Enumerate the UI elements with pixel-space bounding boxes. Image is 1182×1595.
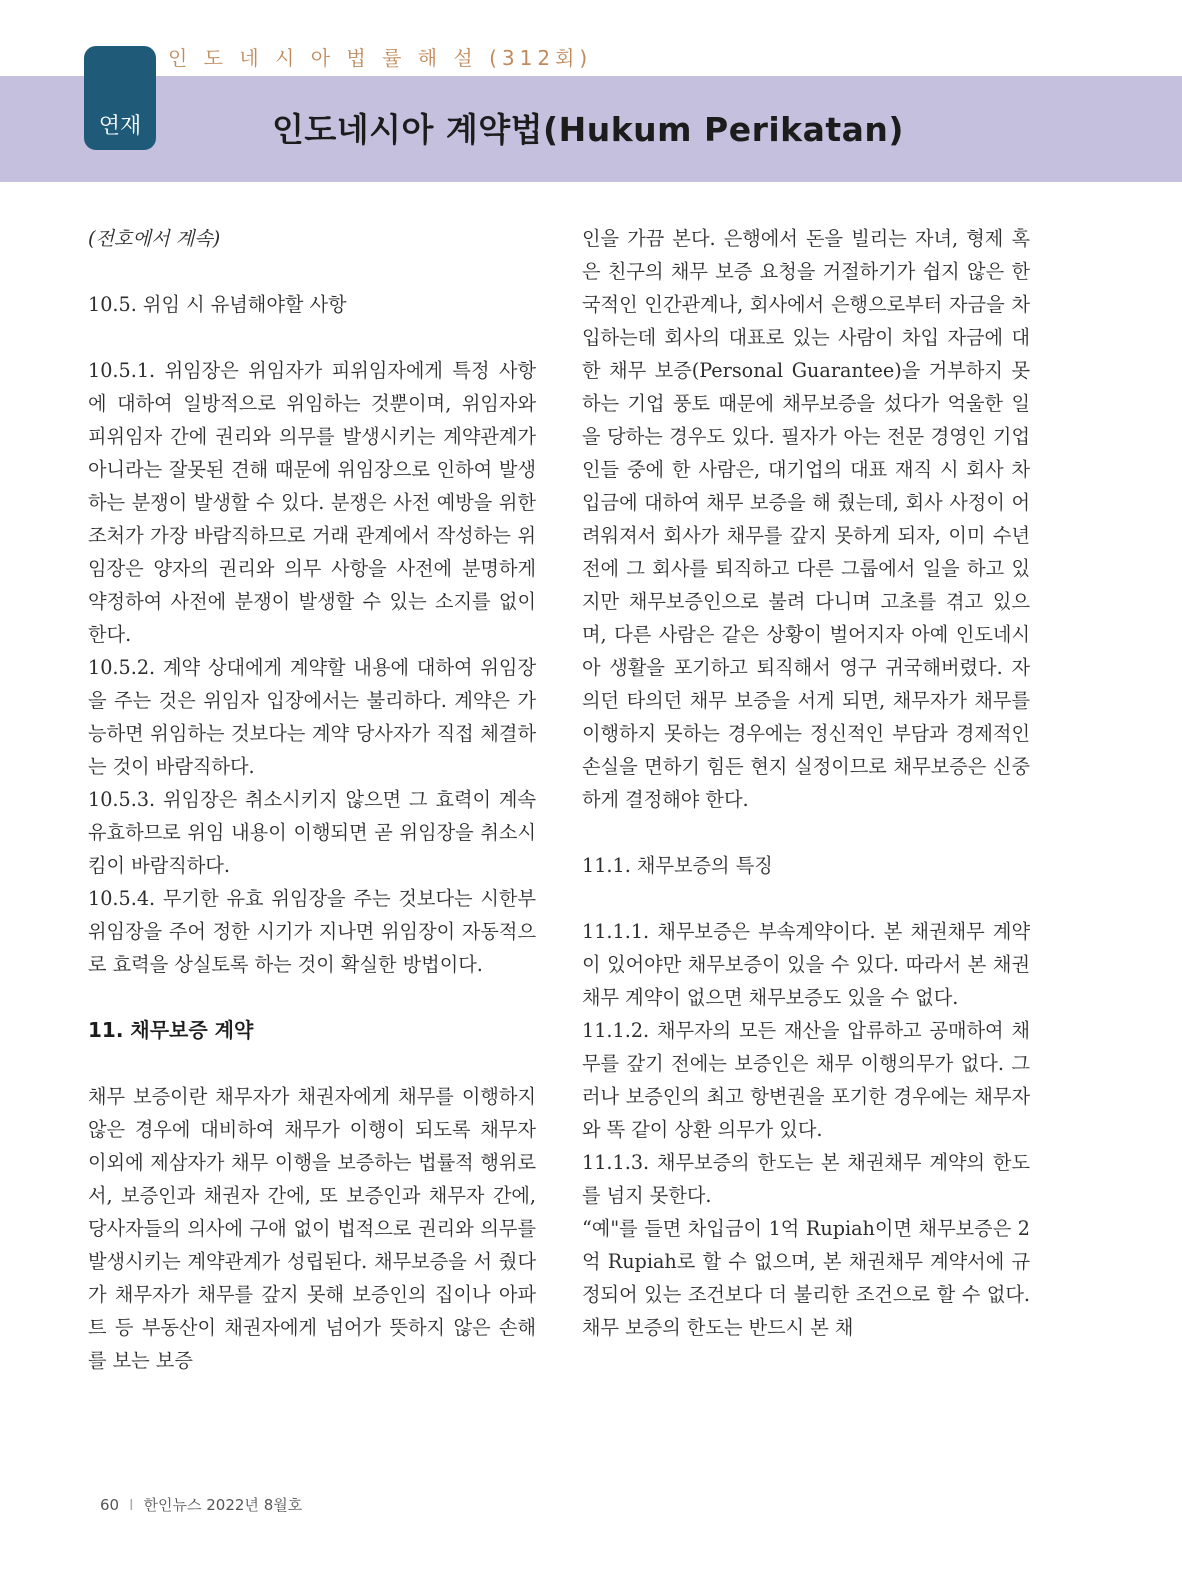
heading-10-5: 10.5. 위임 시 유념해야할 사항 xyxy=(88,293,347,316)
right-column xyxy=(582,222,1030,1344)
paragraph-example: “예"를 들면 차입금이 1억 Rupiah이면 채무보증은 2억 Rupiah로 할 수 없으며, 본 채권채무 계약서에 규정되어 있는 조건보다 더 불리한 조건으로 할 수 없다. 채무 보증의 한도는 반드시 본 채 xyxy=(582,1217,1030,1339)
paragraph-10-5-1: 10.5.1. 위임장은 위임자가 피위임자에게 특정 사항에 대하여 일방적으로 위임하는 것뿐이며, 위임자와 피위임자 간에 권리와 의무를 발생시키는 계약관계가 아니라는 잘못된 견해 때문에 위임장으로 인하여 발생하는 분쟁이 발생할 수 있다. 분쟁은 사전 예방을 위한 조처가 가장 바람직하므로 거래 관계에서 작성하는 위임장은 양자의 권리와 의무 사항을 사전에 분명하게 약정하여 사전에 분쟁이 발생할 수 있는 소지를 없이 한다. xyxy=(88,359,536,646)
heading-11-1: 11.1. 채무보증의 특징 xyxy=(582,854,773,877)
series-title: 인 도 네 시 아 법 률 해 설 (312회) xyxy=(168,46,593,70)
paragraph-10-5-3: 10.5.3. 위임장은 취소시키지 않으면 그 효력이 계속 유효하므로 위임 내용이 이행되면 곧 위임장을 취소시킴이 바람직하다. xyxy=(88,788,536,877)
continued-note: (전호에서 계속) xyxy=(88,227,221,250)
heading-11: 11. 채무보증 계약 xyxy=(88,1018,254,1042)
footer-separator: I xyxy=(129,1496,134,1514)
article-title: 인도네시아 계약법(Hukum Perikatan) xyxy=(272,110,905,149)
paragraph-11-intro: 채무 보증이란 채무자가 채권자에게 채무를 이행하지 않은 경우에 대비하여 채무가 이행이 되도록 채무자 이외에 제삼자가 채무 이행을 보증하는 법률적 행위로서, 보증인과 채권자 간에, 또 보증인과 채무자 간에, 당사자들의 의사에 구애 없이 법적으로 권리와 의무를 발생시키는 계약관계가 성립된다. 채무보증을 서 줬다가 채무자가 채무를 갚지 못해 보증인의 집이나 아파트 등 부동산이 채권자에게 넘어가 뜻하지 않은 손해를 보는 보증 xyxy=(88,1085,536,1372)
serial-tab-label: 연재 xyxy=(98,114,142,139)
serial-tab xyxy=(84,46,156,150)
page-number: 60 xyxy=(100,1496,120,1514)
publication-name: 한인뉴스 2022년 8월호 xyxy=(143,1496,303,1514)
paragraph-11-1-2: 11.1.2. 채무자의 모든 재산을 압류하고 공매하여 채무를 갚기 전에는 보증인은 채무 이행의무가 없다. 그러나 보증인의 최고 항변권을 포기한 경우에는 채무자와 똑 같이 상환 의무가 있다. xyxy=(582,1019,1030,1141)
left-column xyxy=(88,222,536,1377)
paragraph-continuation: 인을 가끔 본다. 은행에서 돈을 빌리는 자녀, 형제 혹은 친구의 채무 보증 요청을 거절하기가 쉽지 않은 한국적인 인간관계나, 회사에서 은행으로부터 자금을 차입하는데 회사의 대표로 있는 사람이 차입 자금에 대한 채무 보증(Personal Guarantee)을 거부하지 못하는 기업 풍토 때문에 채무보증을 섰다가 억울한 일을 당하는 경우도 있다. 필자가 아는 전문 경영인 기업인들 중에 한 사람은, 대기업의 대표 재직 시 회사 차입금에 대하여 채무 보증을 해 줬는데, 회사 사정이 어려워져서 회사가 채무를 갚지 못하게 되자, 이미 수년전에 그 회사를 퇴직하고 다른 그룹에서 일을 하고 있지만 채무보증인으로 불려 다니며 고초를 겪고 있으며, 다른 사람은 같은 상황이 벌어지자 아예 인도네시아 생활을 포기하고 퇴직해서 영구 귀국해버렸다. 자의던 타의던 채무 보증을 서게 되면, 채무자가 채무를 이행하지 못하는 경우에는 정신적인 부담과 경제적인 손실을 면하기 힘든 현지 실정이므로 채무보증은 신중하게 결정해야 한다. xyxy=(582,227,1030,811)
paragraph-11-1-3: 11.1.3. 채무보증의 한도는 본 채권채무 계약의 한도를 넘지 못한다. xyxy=(582,1151,1030,1207)
paragraph-10-5-4: 10.5.4. 무기한 유효 위임장을 주는 것보다는 시한부 위임장을 주어 정한 시기가 지나면 위임장이 자동적으로 효력을 상실토록 하는 것이 확실한 방법이다. xyxy=(88,887,536,976)
page-footer xyxy=(100,1494,302,1515)
paragraph-11-1-1: 11.1.1. 채무보증은 부속계약이다. 본 채권채무 계약이 있어야만 채무보증이 있을 수 있다. 따라서 본 채권채무 계약이 없으면 채무보증도 있을 수 없다. xyxy=(582,920,1030,1009)
paragraph-10-5-2: 10.5.2. 계약 상대에게 계약할 내용에 대하여 위임장을 주는 것은 위임자 입장에서는 불리하다. 계약은 가능하면 위임하는 것보다는 계약 당사자가 직접 체결하는 것이 바람직하다. xyxy=(88,656,536,778)
